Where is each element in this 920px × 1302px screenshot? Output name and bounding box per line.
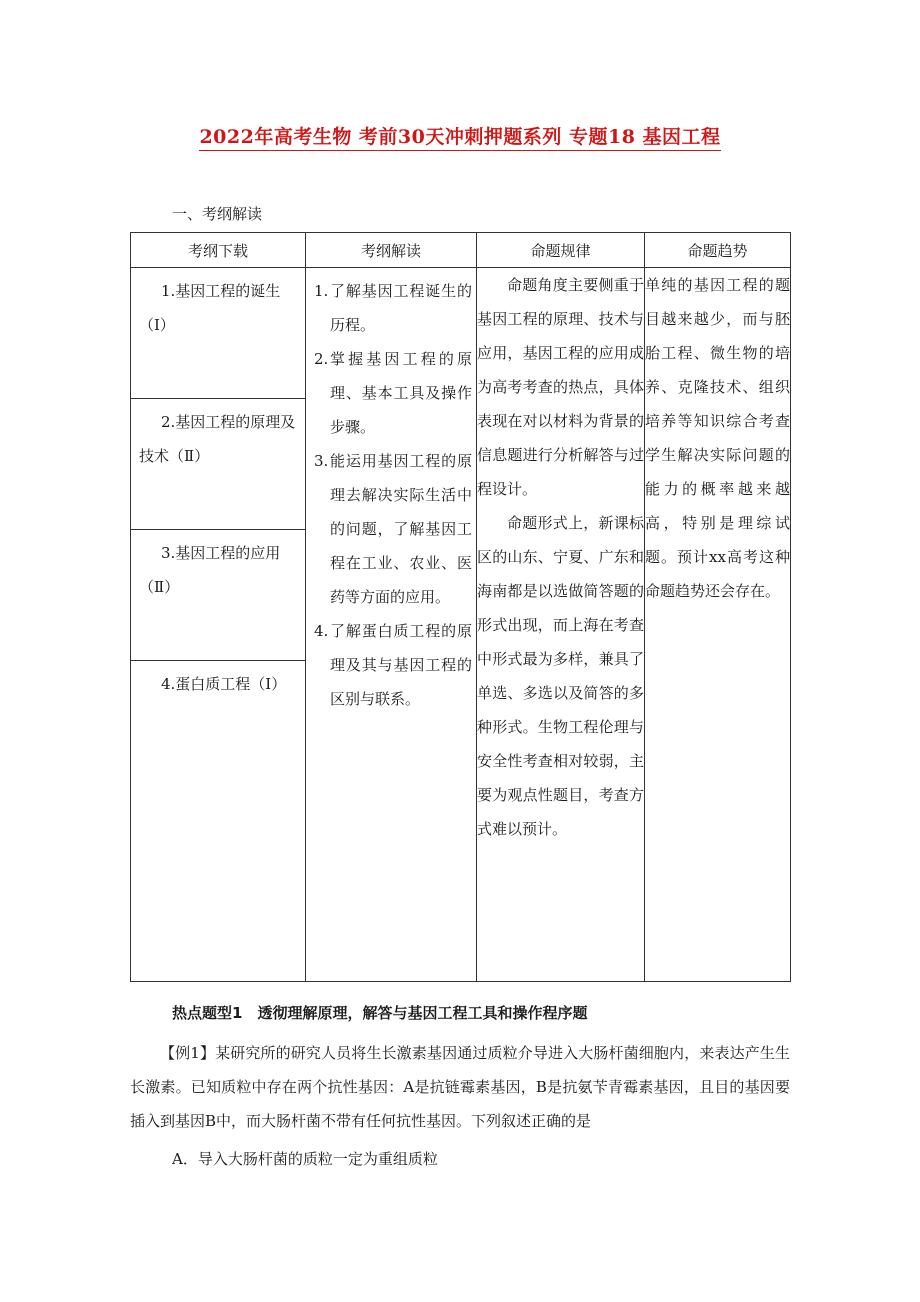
topic-item: 1.基因工程的诞生（Ⅰ） — [131, 268, 305, 399]
topic-item: 4.蛋白质工程（Ⅰ） — [161, 675, 287, 693]
document-title-text: 2022年高考生物 考前30天冲刺押题系列 专题18 基因工程 — [199, 126, 720, 151]
explanations-cell — [306, 268, 477, 982]
example-question: 【例1】某研究所的研究人员将生长激素基因通过质粒介导进入大肠杆菌细胞内，来表达产生生长激素。已知质粒中存在两个抗性基因：A是抗链霉素基因，B是抗氨苄青霉素基因，且目的基因要插入到基因B中，而大肠杆菌不带有任何抗性基因。下列叙述正确的是 — [130, 1044, 790, 1130]
topic-item: 3.基因工程的应用（Ⅱ） — [131, 530, 305, 661]
section-heading: 一、考纲解读 — [172, 205, 263, 223]
explanation-text: 掌握基因工程的原理、基本工具及操作步骤。 — [330, 350, 472, 436]
topics-cell — [131, 268, 306, 982]
answer-option-a: A．导入大肠杆菌的质粒一定为重组质粒 — [172, 1150, 438, 1168]
patterns-cell — [477, 268, 645, 982]
syllabus-table — [130, 232, 791, 982]
topic-item: 2.基因工程的原理及技术（Ⅱ） — [131, 399, 305, 530]
hot-topic-heading: 热点题型1 透彻理解原理，解答与基因工程工具和操作程序题 — [172, 1004, 588, 1022]
table-body-row — [131, 268, 791, 982]
header-exam-pattern: 命题规律 — [477, 233, 645, 268]
explanation-number: 4. — [314, 622, 329, 640]
explanation-number: 1. — [314, 282, 329, 300]
explanation-item — [314, 614, 472, 716]
table-header-row — [131, 233, 791, 268]
explanation-text: 了解蛋白质工程的原理及其与基因工程的区别与联系。 — [330, 622, 472, 708]
explanation-item — [314, 444, 472, 614]
explanation-item — [314, 274, 472, 342]
explanation-text: 能运用基因工程的原理去解决实际生活中的问题，了解基因工程在工业、农业、医药等方面的应用。 — [330, 452, 472, 606]
trend-cell: 单纯的基因工程的题目越来越少，而与胚胎工程、微生物的培养、克隆技术、组织培养等知识综合考查学生解决实际问题的能力的概率越来越高，特别是理综试题。预计xx高考这种命题趋势还会存在。 — [645, 268, 791, 982]
header-exam-trend: 命题趋势 — [645, 233, 791, 268]
explanation-number: 2. — [314, 350, 329, 368]
explanation-number: 3. — [314, 452, 329, 470]
document-title — [0, 122, 920, 149]
pattern-paragraph: 命题形式上，新课标区的山东、宁夏、广东和海南都是以选做简答题的形式出现，而上海在考查中形式最为多样，兼具了单选、多选以及简答的多种形式。生物工程伦理与安全性考查相对较弱，主要为观点性题目，考查方式难以预计。 — [477, 514, 644, 838]
explanation-item — [314, 342, 472, 444]
header-syllabus-explanation: 考纲解读 — [306, 233, 477, 268]
explanation-list — [306, 268, 476, 716]
header-syllabus-download: 考纲下载 — [131, 233, 306, 268]
explanation-text: 了解基因工程诞生的历程。 — [330, 282, 472, 334]
pattern-paragraph: 命题角度主要侧重于基因工程的原理、技术与应用，基因工程的应用成为高考考查的热点，具体表现在对以材料为背景的信息题进行分析解答与过程设计。 — [477, 276, 644, 498]
